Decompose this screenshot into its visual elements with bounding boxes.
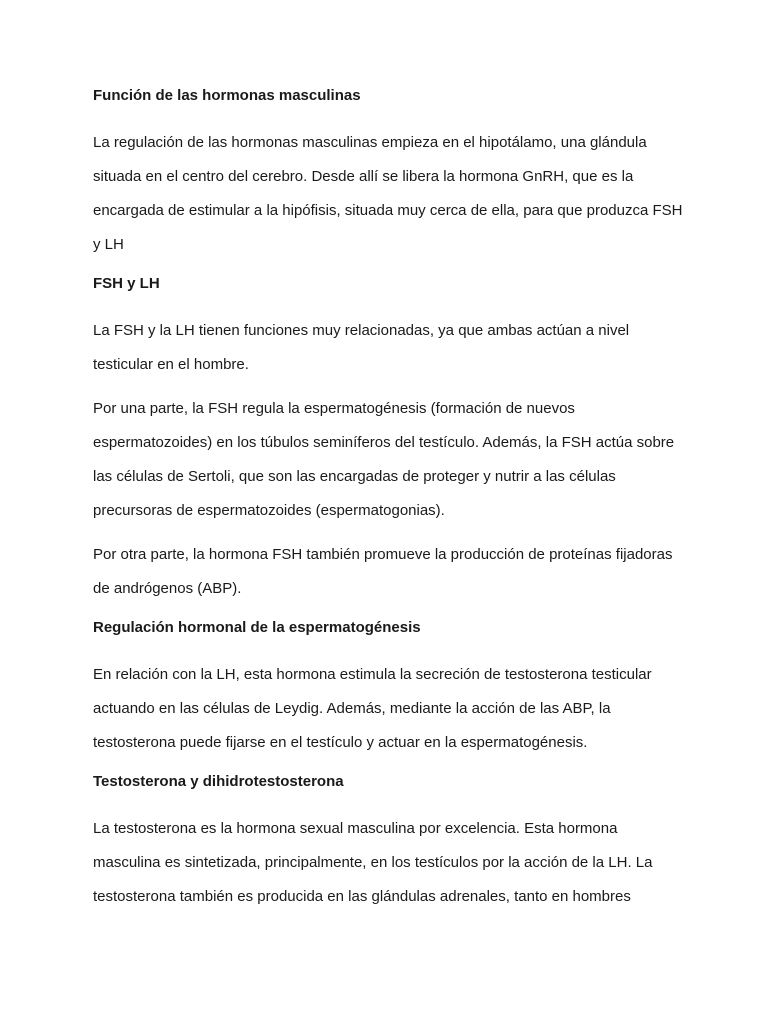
paragraph-hypothalamus: La regulación de las hormonas masculinas empieza en el hipotálamo, una glándula situada en el centro del cerebro. Desde allí se libera la hormona GnRH, que es la encargada de estimular a la hipófisis, situada muy cerca de ella, para que produzca FSH y LH bbox=[93, 134, 683, 253]
section-heading-hormone-function: Función de las hormonas masculinas bbox=[93, 87, 361, 104]
document-body bbox=[93, 84, 683, 924]
paragraph-testosterone: La testosterona es la hormona sexual masculina por excelencia. Esta hormona masculina es sintetizada, principalmente, en los testículos por la acción de la LH. La testosterona también es producida en las glándulas adrenales, tanto en hombres bbox=[93, 820, 653, 905]
section-heading-fsh-lh: FSH y LH bbox=[93, 275, 160, 292]
paragraph-fsh-lh-functions: La FSH y la LH tienen funciones muy relacionadas, ya que ambas actúan a nivel testicular en el hombre. bbox=[93, 322, 630, 373]
paragraph-fsh-abp: Por otra parte, la hormona FSH también promueve la producción de proteínas fijadoras de andrógenos (ABP). bbox=[93, 546, 673, 597]
paragraph-lh-testosterone: En relación con la LH, esta hormona estimula la secreción de testosterona testicular actuando en las células de Leydig. Además, mediante la acción de las ABP, la testosterona puede fijarse en el testículo y actuar en la espermatogénesis. bbox=[93, 666, 652, 751]
paragraph-fsh-spermatogenesis: Por una parte, la FSH regula la espermatogénesis (formación de nuevos espermatozoides) en los túbulos seminíferos del testículo. Además, la FSH actúa sobre las células de Sertoli, que son las encargadas de proteger y nutrir a las células precursoras de espermatozoides (espermatogonias). bbox=[93, 400, 675, 519]
section-heading-hormonal-regulation: Regulación hormonal de la espermatogénesis bbox=[93, 619, 421, 636]
section-heading-testosterone: Testosterona y dihidrotestosterona bbox=[93, 773, 344, 790]
